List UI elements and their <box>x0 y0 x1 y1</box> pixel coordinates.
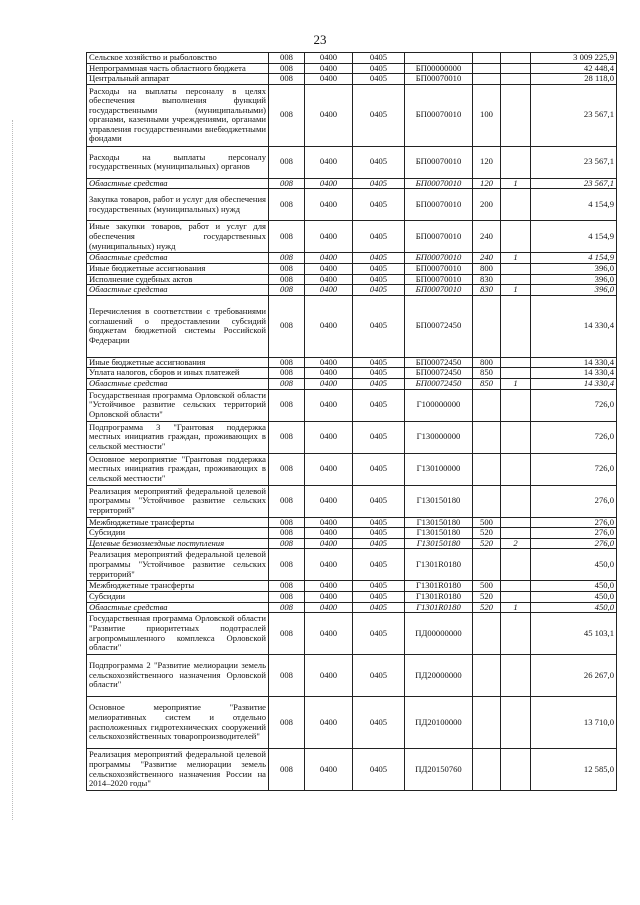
cell-rz: 0400 <box>305 63 353 74</box>
cell-rz: 0400 <box>305 221 353 253</box>
cell-name: Подпрограмма 3 "Грантовая поддержка местных инициатив граждан, проживающих в сельской местности" <box>87 421 269 453</box>
table-row <box>87 749 617 791</box>
cell-name: Государственная программа Орловской области "Развитие приоритетных подотраслей агропромышленного комплекса Орловской области" <box>87 613 269 655</box>
cell-pr: 0405 <box>353 453 405 485</box>
cell-sum: 450,0 <box>531 602 617 613</box>
cell-ved: 008 <box>269 63 305 74</box>
cell-rz: 0400 <box>305 581 353 592</box>
cell-vr: 850 <box>473 378 501 389</box>
cell-vr: 520 <box>473 602 501 613</box>
cell-vr: 830 <box>473 274 501 285</box>
cell-vr <box>473 749 501 791</box>
cell-rz: 0400 <box>305 485 353 517</box>
cell-pr: 0405 <box>353 591 405 602</box>
table-row <box>87 581 617 592</box>
cell-vr <box>473 63 501 74</box>
cell-name: Областные средства <box>87 178 269 189</box>
cell-source <box>501 63 531 74</box>
cell-ved: 008 <box>269 84 305 146</box>
cell-rz: 0400 <box>305 389 353 421</box>
cell-rz: 0400 <box>305 263 353 274</box>
cell-pr: 0405 <box>353 389 405 421</box>
cell-name: Перечисления в соответствии с требованиями соглашений о предоставлении субсидий бюджетам бюджетной системы Российской Федерации <box>87 295 269 357</box>
cell-ved: 008 <box>269 528 305 539</box>
cell-sum: 4 154,9 <box>531 189 617 221</box>
cell-rz: 0400 <box>305 613 353 655</box>
cell-vr: 200 <box>473 189 501 221</box>
table-row <box>87 697 617 749</box>
cell-csr: ПД20100000 <box>405 697 473 749</box>
table-row <box>87 538 617 549</box>
cell-name: Сельское хозяйство и рыболовство <box>87 53 269 64</box>
cell-ved: 008 <box>269 178 305 189</box>
cell-vr: 120 <box>473 146 501 178</box>
cell-source <box>501 421 531 453</box>
cell-pr: 0405 <box>353 357 405 368</box>
cell-vr: 520 <box>473 591 501 602</box>
cell-name: Реализация мероприятий федеральной целевой программы "Развитие мелиорации земель сельскохозяйственного назначения России на 2014–2020 годы" <box>87 749 269 791</box>
cell-csr: БП00072450 <box>405 368 473 379</box>
cell-ved: 008 <box>269 53 305 64</box>
cell-csr: БП00070010 <box>405 263 473 274</box>
cell-vr: 520 <box>473 538 501 549</box>
cell-ved: 008 <box>269 189 305 221</box>
cell-ved: 008 <box>269 453 305 485</box>
cell-csr: Г1301R0180 <box>405 591 473 602</box>
cell-pr: 0405 <box>353 221 405 253</box>
cell-vr: 850 <box>473 368 501 379</box>
margin-dotted-line <box>12 120 14 820</box>
cell-rz: 0400 <box>305 295 353 357</box>
cell-csr: БП00070010 <box>405 74 473 85</box>
table-row <box>87 189 617 221</box>
cell-pr: 0405 <box>353 253 405 264</box>
table-row <box>87 274 617 285</box>
cell-vr <box>473 295 501 357</box>
cell-vr <box>473 74 501 85</box>
cell-ved: 008 <box>269 389 305 421</box>
cell-vr <box>473 485 501 517</box>
table-row <box>87 528 617 539</box>
budget-table-grid <box>86 52 617 791</box>
cell-vr: 520 <box>473 528 501 539</box>
table-row <box>87 53 617 64</box>
cell-source <box>501 453 531 485</box>
cell-ved: 008 <box>269 146 305 178</box>
table-row <box>87 378 617 389</box>
table-row <box>87 421 617 453</box>
cell-pr: 0405 <box>353 63 405 74</box>
cell-rz: 0400 <box>305 368 353 379</box>
cell-name: Иные бюджетные ассигнования <box>87 357 269 368</box>
cell-name: Субсидии <box>87 528 269 539</box>
cell-ved: 008 <box>269 538 305 549</box>
cell-pr: 0405 <box>353 528 405 539</box>
cell-source <box>501 295 531 357</box>
cell-csr: ПД00000000 <box>405 613 473 655</box>
cell-rz: 0400 <box>305 421 353 453</box>
cell-name: Центральный аппарат <box>87 74 269 85</box>
cell-ved: 008 <box>269 749 305 791</box>
cell-vr <box>473 53 501 64</box>
cell-name: Реализация мероприятий федеральной целевой программы "Устойчивое развитие сельских территорий" <box>87 549 269 581</box>
cell-pr: 0405 <box>353 378 405 389</box>
cell-csr: Г130000000 <box>405 421 473 453</box>
cell-ved: 008 <box>269 221 305 253</box>
table-row <box>87 453 617 485</box>
cell-name: Областные средства <box>87 602 269 613</box>
cell-source: 1 <box>501 378 531 389</box>
cell-rz: 0400 <box>305 253 353 264</box>
cell-sum: 726,0 <box>531 421 617 453</box>
cell-vr: 500 <box>473 517 501 528</box>
cell-ved: 008 <box>269 253 305 264</box>
cell-vr <box>473 655 501 697</box>
cell-pr: 0405 <box>353 613 405 655</box>
cell-name: Непрограммная часть областного бюджета <box>87 63 269 74</box>
cell-rz: 0400 <box>305 285 353 296</box>
cell-sum: 23 567,1 <box>531 84 617 146</box>
cell-pr: 0405 <box>353 368 405 379</box>
cell-pr: 0405 <box>353 421 405 453</box>
cell-name: Подпрограмма 2 "Развитие мелиорации земель сельскохозяйственного назначения Орловской области" <box>87 655 269 697</box>
cell-rz: 0400 <box>305 189 353 221</box>
table-row <box>87 517 617 528</box>
cell-source <box>501 53 531 64</box>
cell-ved: 008 <box>269 613 305 655</box>
cell-rz: 0400 <box>305 528 353 539</box>
cell-source <box>501 146 531 178</box>
cell-csr: БП00070010 <box>405 189 473 221</box>
cell-vr: 500 <box>473 581 501 592</box>
cell-ved: 008 <box>269 368 305 379</box>
cell-csr: Г130150180 <box>405 538 473 549</box>
cell-csr: Г130150180 <box>405 517 473 528</box>
cell-rz: 0400 <box>305 453 353 485</box>
cell-sum: 396,0 <box>531 285 617 296</box>
cell-pr: 0405 <box>353 146 405 178</box>
cell-sum: 3 009 225,9 <box>531 53 617 64</box>
cell-sum: 14 330,4 <box>531 378 617 389</box>
cell-csr: БП00070010 <box>405 285 473 296</box>
cell-vr: 800 <box>473 263 501 274</box>
cell-rz: 0400 <box>305 749 353 791</box>
cell-sum: 26 267,0 <box>531 655 617 697</box>
cell-csr: Г130150180 <box>405 528 473 539</box>
cell-pr: 0405 <box>353 189 405 221</box>
cell-pr: 0405 <box>353 53 405 64</box>
cell-sum: 23 567,1 <box>531 146 617 178</box>
table-row <box>87 178 617 189</box>
cell-name: Областные средства <box>87 378 269 389</box>
cell-sum: 45 103,1 <box>531 613 617 655</box>
cell-sum: 450,0 <box>531 581 617 592</box>
cell-source <box>501 485 531 517</box>
cell-rz: 0400 <box>305 84 353 146</box>
cell-vr <box>473 421 501 453</box>
cell-vr <box>473 697 501 749</box>
cell-source <box>501 221 531 253</box>
cell-source <box>501 517 531 528</box>
cell-rz: 0400 <box>305 697 353 749</box>
cell-source <box>501 549 531 581</box>
cell-source: 2 <box>501 538 531 549</box>
cell-vr <box>473 389 501 421</box>
cell-rz: 0400 <box>305 274 353 285</box>
cell-pr: 0405 <box>353 697 405 749</box>
cell-ved: 008 <box>269 655 305 697</box>
cell-sum: 276,0 <box>531 538 617 549</box>
cell-csr: БП00072450 <box>405 295 473 357</box>
cell-csr: БП00070010 <box>405 84 473 146</box>
cell-source: 1 <box>501 178 531 189</box>
cell-source: 1 <box>501 285 531 296</box>
cell-source <box>501 189 531 221</box>
cell-pr: 0405 <box>353 274 405 285</box>
cell-name: Расходы на выплаты персоналу в целях обеспечения выполнения функций государственными (муниципальными) органами, казенными учреждениями, органами управления государственными внебюджетными фондами <box>87 84 269 146</box>
cell-pr: 0405 <box>353 538 405 549</box>
table-row <box>87 253 617 264</box>
cell-source <box>501 389 531 421</box>
cell-ved: 008 <box>269 581 305 592</box>
cell-name: Иные бюджетные ассигнования <box>87 263 269 274</box>
cell-rz: 0400 <box>305 378 353 389</box>
cell-rz: 0400 <box>305 517 353 528</box>
cell-sum: 4 154,9 <box>531 253 617 264</box>
cell-name: Реализация мероприятий федеральной целевой программы "Устойчивое развитие сельских территорий" <box>87 485 269 517</box>
table-row <box>87 84 617 146</box>
cell-rz: 0400 <box>305 74 353 85</box>
table-row <box>87 221 617 253</box>
cell-vr <box>473 613 501 655</box>
cell-sum: 4 154,9 <box>531 221 617 253</box>
cell-name: Закупка товаров, работ и услуг для обеспечения государственных (муниципальных) нужд <box>87 189 269 221</box>
cell-pr: 0405 <box>353 74 405 85</box>
cell-source <box>501 274 531 285</box>
cell-vr: 100 <box>473 84 501 146</box>
cell-ved: 008 <box>269 274 305 285</box>
cell-sum: 42 448,4 <box>531 63 617 74</box>
cell-ved: 008 <box>269 591 305 602</box>
table-row <box>87 485 617 517</box>
cell-name: Межбюджетные трансферты <box>87 517 269 528</box>
cell-ved: 008 <box>269 295 305 357</box>
cell-sum: 14 330,4 <box>531 295 617 357</box>
cell-pr: 0405 <box>353 602 405 613</box>
cell-ved: 008 <box>269 485 305 517</box>
table-row <box>87 74 617 85</box>
cell-vr: 830 <box>473 285 501 296</box>
cell-sum: 23 567,1 <box>531 178 617 189</box>
cell-ved: 008 <box>269 263 305 274</box>
cell-ved: 008 <box>269 74 305 85</box>
table-row <box>87 263 617 274</box>
cell-pr: 0405 <box>353 581 405 592</box>
cell-pr: 0405 <box>353 84 405 146</box>
cell-sum: 12 585,0 <box>531 749 617 791</box>
cell-vr: 240 <box>473 221 501 253</box>
cell-csr: Г1301R0180 <box>405 549 473 581</box>
cell-sum: 450,0 <box>531 549 617 581</box>
cell-sum: 450,0 <box>531 591 617 602</box>
cell-source <box>501 528 531 539</box>
table-row <box>87 549 617 581</box>
cell-rz: 0400 <box>305 146 353 178</box>
cell-vr <box>473 549 501 581</box>
page-number: 23 <box>313 32 327 47</box>
cell-pr: 0405 <box>353 263 405 274</box>
cell-pr: 0405 <box>353 517 405 528</box>
table-row <box>87 285 617 296</box>
cell-csr: БП00070010 <box>405 221 473 253</box>
cell-sum: 276,0 <box>531 517 617 528</box>
cell-rz: 0400 <box>305 602 353 613</box>
cell-csr: БП00000000 <box>405 63 473 74</box>
cell-vr: 240 <box>473 253 501 264</box>
cell-name: Межбюджетные трансферты <box>87 581 269 592</box>
table-body <box>87 53 617 791</box>
cell-csr: Г130150180 <box>405 485 473 517</box>
cell-rz: 0400 <box>305 357 353 368</box>
cell-ved: 008 <box>269 602 305 613</box>
cell-csr: Г1301R0180 <box>405 602 473 613</box>
cell-ved: 008 <box>269 378 305 389</box>
cell-sum: 726,0 <box>531 389 617 421</box>
cell-sum: 14 330,4 <box>531 357 617 368</box>
cell-csr: Г100000000 <box>405 389 473 421</box>
table-row <box>87 655 617 697</box>
cell-pr: 0405 <box>353 485 405 517</box>
cell-csr: БП00072450 <box>405 378 473 389</box>
cell-sum: 396,0 <box>531 274 617 285</box>
cell-name: Областные средства <box>87 285 269 296</box>
cell-sum: 13 710,0 <box>531 697 617 749</box>
cell-sum: 726,0 <box>531 453 617 485</box>
cell-vr <box>473 453 501 485</box>
cell-vr: 800 <box>473 357 501 368</box>
cell-csr: Г1301R0180 <box>405 581 473 592</box>
cell-csr <box>405 53 473 64</box>
cell-csr: БП00070010 <box>405 146 473 178</box>
cell-csr: БП00072450 <box>405 357 473 368</box>
cell-source: 1 <box>501 602 531 613</box>
cell-ved: 008 <box>269 549 305 581</box>
table-row <box>87 591 617 602</box>
cell-csr: БП00070010 <box>405 253 473 264</box>
table-row <box>87 368 617 379</box>
cell-ved: 008 <box>269 285 305 296</box>
table-row <box>87 357 617 368</box>
cell-name: Иные закупки товаров, работ и услуг для обеспечения государственных (муниципальных) нужд <box>87 221 269 253</box>
cell-name: Субсидии <box>87 591 269 602</box>
cell-name: Целевые безвозмездные поступления <box>87 538 269 549</box>
cell-sum: 28 118,0 <box>531 74 617 85</box>
cell-rz: 0400 <box>305 591 353 602</box>
cell-source <box>501 613 531 655</box>
cell-name: Исполнение судебных актов <box>87 274 269 285</box>
cell-rz: 0400 <box>305 655 353 697</box>
cell-name: Областные средства <box>87 253 269 264</box>
cell-source <box>501 263 531 274</box>
cell-name: Уплата налогов, сборов и иных платежей <box>87 368 269 379</box>
cell-source <box>501 749 531 791</box>
cell-source <box>501 84 531 146</box>
table-row <box>87 613 617 655</box>
cell-csr: ПД20150760 <box>405 749 473 791</box>
cell-name: Государственная программа Орловской области "Устойчивое развитие сельских территорий Орловской области" <box>87 389 269 421</box>
cell-sum: 276,0 <box>531 485 617 517</box>
cell-rz: 0400 <box>305 53 353 64</box>
cell-rz: 0400 <box>305 538 353 549</box>
table-row <box>87 602 617 613</box>
cell-pr: 0405 <box>353 549 405 581</box>
cell-pr: 0405 <box>353 295 405 357</box>
table-row <box>87 146 617 178</box>
cell-ved: 008 <box>269 421 305 453</box>
cell-name: Основное мероприятие "Грантовая поддержка местных инициатив граждан, проживающих в сельской местности" <box>87 453 269 485</box>
table-row <box>87 295 617 357</box>
cell-vr: 120 <box>473 178 501 189</box>
cell-ved: 008 <box>269 697 305 749</box>
cell-rz: 0400 <box>305 178 353 189</box>
cell-name: Основное мероприятие "Развитие мелиоративных систем и отдельно расположенных гидротехнических сооружений сельскохозяйственных товаропроизводителей" <box>87 697 269 749</box>
cell-csr: БП00070010 <box>405 274 473 285</box>
cell-source <box>501 655 531 697</box>
table-row <box>87 389 617 421</box>
cell-pr: 0405 <box>353 655 405 697</box>
cell-sum: 396,0 <box>531 263 617 274</box>
cell-pr: 0405 <box>353 749 405 791</box>
cell-source <box>501 368 531 379</box>
cell-csr: ПД20000000 <box>405 655 473 697</box>
cell-ved: 008 <box>269 517 305 528</box>
cell-source <box>501 74 531 85</box>
cell-source <box>501 591 531 602</box>
budget-table <box>86 52 616 791</box>
cell-source <box>501 581 531 592</box>
cell-name: Расходы на выплаты персоналу государственных (муниципальных) органов <box>87 146 269 178</box>
cell-rz: 0400 <box>305 549 353 581</box>
cell-source <box>501 697 531 749</box>
cell-source <box>501 357 531 368</box>
cell-sum: 14 330,4 <box>531 368 617 379</box>
cell-sum: 276,0 <box>531 528 617 539</box>
cell-ved: 008 <box>269 357 305 368</box>
cell-pr: 0405 <box>353 285 405 296</box>
table-row <box>87 63 617 74</box>
cell-csr: Г130100000 <box>405 453 473 485</box>
cell-csr: БП00070010 <box>405 178 473 189</box>
cell-pr: 0405 <box>353 178 405 189</box>
cell-source: 1 <box>501 253 531 264</box>
